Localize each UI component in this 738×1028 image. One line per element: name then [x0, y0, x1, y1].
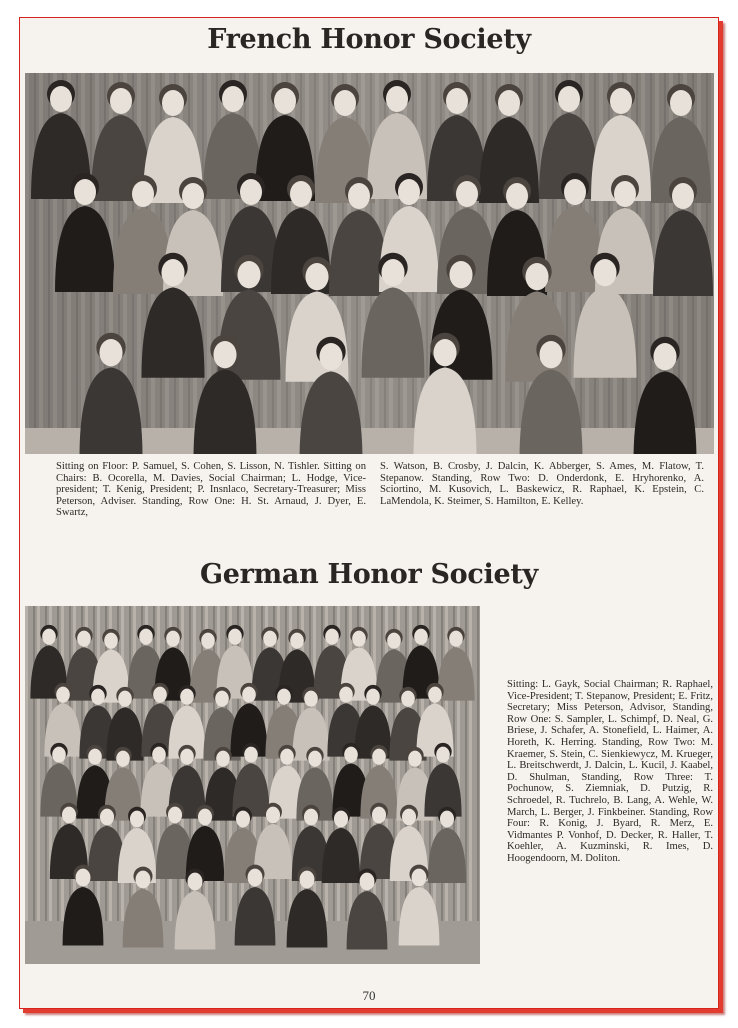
student-face	[344, 747, 358, 763]
student-face	[449, 631, 463, 647]
student-face	[334, 811, 348, 828]
student-face	[305, 263, 328, 290]
student-face	[352, 631, 366, 647]
student-face	[104, 633, 118, 649]
student-face	[182, 183, 204, 209]
student-face	[136, 871, 151, 889]
student-face	[198, 809, 212, 826]
french-caption-left: Sitting on Floor: P. Samuel, S. Cohen, S. Lisson, N. Tishler. Sitting on Chairs: B. Ocorella, M. Davies, Social Chairman; L. Hodge, Vice-president; T. Kenig, President; P. Insnlaco, Secretary-Treasurer; Miss Peterson, Adviser. Standing, Row One: H. St. Arnaud, J. Dyer, E. Swartz,	[56, 461, 366, 519]
student-face	[428, 687, 442, 703]
student-face	[153, 687, 167, 703]
student-face	[50, 86, 72, 112]
student-face	[91, 689, 105, 705]
student-face	[139, 629, 153, 645]
french-caption-right: S. Watson, B. Crosby, J. Dalcin, K. Abberger, S. Ames, M. Flatow, T. Stepanow. Standing, Row Two: D. Onderdonk, E. Hryhorenko, A. Sciortino, M. Kusovich, L. Baskewicz, R. Raphael, K. Epstein, C. LaMendola, K. Steimer, S. Hamilton, E. Kelley.	[380, 461, 704, 507]
student-face	[110, 88, 132, 114]
student-face	[52, 747, 66, 763]
student-face	[244, 747, 258, 763]
student-face	[290, 181, 312, 207]
student-face	[319, 343, 342, 370]
student-face	[263, 631, 277, 647]
french-section-title: French Honor Society	[207, 24, 531, 55]
student-face	[222, 86, 244, 112]
student-face	[506, 183, 528, 209]
student-face	[62, 807, 76, 824]
student-face	[236, 811, 250, 828]
student-face	[334, 90, 356, 116]
student-face	[240, 179, 262, 205]
student-face	[372, 807, 386, 824]
german-section-title: German Honor Society	[200, 559, 538, 590]
student-face	[166, 631, 180, 647]
student-face	[386, 86, 408, 112]
student-face	[56, 687, 70, 703]
student-face	[564, 179, 586, 205]
student-face	[387, 633, 401, 649]
student-face	[498, 90, 520, 116]
french-honor-society-photo	[25, 73, 714, 454]
german-honor-society-photo	[25, 606, 480, 964]
student-face	[614, 181, 636, 207]
student-face	[436, 747, 450, 763]
student-face	[280, 749, 294, 765]
student-face	[188, 873, 203, 891]
student-face	[100, 809, 114, 826]
student-face	[381, 259, 404, 286]
student-face	[433, 339, 456, 366]
student-face	[201, 633, 215, 649]
student-face	[372, 749, 386, 765]
student-face	[180, 689, 194, 705]
student-face	[408, 751, 422, 767]
student-face	[132, 181, 154, 207]
student-face	[610, 88, 632, 114]
student-face	[215, 691, 229, 707]
student-face	[360, 873, 375, 891]
student-face	[456, 181, 478, 207]
student-face	[228, 629, 242, 645]
german-caption: Sitting: L. Gayk, Social Chairman; R. Raphael, Vice-President; T. Stepanow, President; E. Fritz, Secretary; Miss Peterson, Advisor, Standing, Row One: S. Sampler, L. Schimpf, D. Neal, G. Briese, J. Schafer, A. Stonefield, L. Haimer, A. Horeth, K. Herring. Standing, Row Two: M. Kraemer, S. Stein, C. Sienkiewycz, M. Krueger, L. Breitschwerdt, J. Dalcin, L. Kucil, J. Kaabel, D. Shulman, Standing, Row Three: T. Pochunow, S. Ziemniak, D. Putzig, R. Schroedel, R. Tuchrelo, B. Lang, A. Wehle, W. March, L. Berger, J. Finkbeiner. Standing, Row Four: R. Konig, J. Byard, R. Merz, E. Vidmantes P. Vonhof, D. Decker, R. Haller, T. Koehler, A. Kuzminski, R. Imes, D. Hoogendoorn, M. Doliton.	[507, 679, 713, 864]
student-face	[446, 88, 468, 114]
yearbook-page	[19, 17, 719, 1009]
page-number: 70	[362, 988, 376, 1003]
student-face	[74, 179, 96, 205]
student-face	[348, 183, 370, 209]
student-face	[130, 811, 144, 828]
student-face	[216, 751, 230, 767]
student-face	[401, 691, 415, 707]
student-face	[118, 691, 132, 707]
student-face	[162, 90, 184, 116]
student-face	[213, 341, 236, 368]
student-face	[414, 629, 428, 645]
student-face	[161, 259, 184, 286]
student-face	[242, 687, 256, 703]
student-face	[277, 689, 291, 705]
student-face	[440, 811, 454, 828]
student-face	[558, 86, 580, 112]
student-face	[325, 629, 339, 645]
student-face	[42, 629, 56, 645]
student-face	[593, 259, 616, 286]
student-face	[653, 343, 676, 370]
student-face	[168, 807, 182, 824]
student-face	[290, 633, 304, 649]
student-face	[88, 749, 102, 765]
student-face	[248, 869, 263, 887]
student-face	[77, 631, 91, 647]
student-face	[525, 263, 548, 290]
student-face	[402, 809, 416, 826]
student-face	[304, 691, 318, 707]
student-face	[237, 261, 260, 288]
student-face	[398, 179, 420, 205]
student-face	[274, 88, 296, 114]
student-face	[449, 261, 472, 288]
student-face	[76, 869, 91, 887]
student-face	[116, 751, 130, 767]
student-face	[539, 341, 562, 368]
student-face	[412, 869, 427, 887]
student-face	[672, 183, 694, 209]
student-face	[266, 807, 280, 824]
student-face	[304, 809, 318, 826]
student-face	[308, 751, 322, 767]
student-face	[152, 747, 166, 763]
student-face	[366, 689, 380, 705]
student-face	[300, 871, 315, 889]
student-face	[670, 90, 692, 116]
student-face	[180, 749, 194, 765]
student-face	[99, 339, 122, 366]
student-face	[339, 687, 353, 703]
